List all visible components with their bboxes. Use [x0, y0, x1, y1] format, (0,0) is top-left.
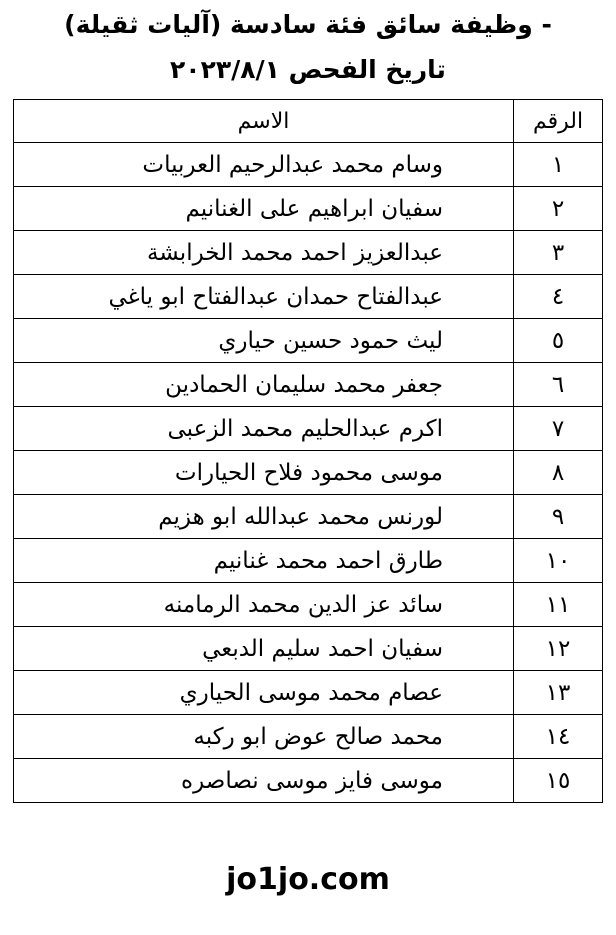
- candidate-name: عبدالعزيز احمد محمد الخرابشة: [14, 231, 514, 275]
- table-row: [14, 143, 603, 187]
- candidate-name: وسام محمد عبدالرحيم العربيات: [14, 143, 514, 187]
- table-row: [14, 187, 603, 231]
- row-number: ٢: [514, 187, 603, 231]
- table-row: [14, 627, 603, 671]
- row-number: ٩: [514, 495, 603, 539]
- row-number: ٦: [514, 363, 603, 407]
- candidate-name: سائد عز الدين محمد الرمامنه: [14, 583, 514, 627]
- candidate-name: موسى محمود فلاح الحيارات: [14, 451, 514, 495]
- exam-date: تاريخ الفحص ٢٠٢٣/٨/١: [170, 55, 446, 84]
- candidate-name: محمد صالح عوض ابو ركبه: [14, 715, 514, 759]
- row-number: ١٠: [514, 539, 603, 583]
- candidate-name: عبدالفتاح حمدان عبدالفتاح ابو ياغي: [14, 275, 514, 319]
- site-watermark: jo1jo.com: [226, 862, 390, 897]
- table-row: [14, 363, 603, 407]
- column-header-number: الرقم: [514, 100, 603, 143]
- table-row: [14, 495, 603, 539]
- table-row: [14, 539, 603, 583]
- table-row: [14, 407, 603, 451]
- candidates-table: [13, 99, 603, 803]
- candidate-name: جعفر محمد سليمان الحمادين: [14, 363, 514, 407]
- candidate-name: موسى فايز موسى نصاصره: [14, 759, 514, 803]
- row-number: ٧: [514, 407, 603, 451]
- candidate-name: ليث حمود حسين حياري: [14, 319, 514, 363]
- candidate-name: سفيان ابراهيم على الغنانيم: [14, 187, 514, 231]
- candidate-name: اكرم عبدالحليم محمد الزعبى: [14, 407, 514, 451]
- table-row: [14, 671, 603, 715]
- row-number: ٨: [514, 451, 603, 495]
- row-number: ١١: [514, 583, 603, 627]
- row-number: ١٣: [514, 671, 603, 715]
- row-number: ٣: [514, 231, 603, 275]
- candidate-name: عصام محمد موسى الحياري: [14, 671, 514, 715]
- table-row: [14, 319, 603, 363]
- table-header-row: [14, 100, 603, 143]
- candidate-name: طارق احمد محمد غنانيم: [14, 539, 514, 583]
- row-number: ١٢: [514, 627, 603, 671]
- row-number: ٤: [514, 275, 603, 319]
- table-row: [14, 275, 603, 319]
- page-title: - وظيفة سائق فئة سادسة (آليات ثقيلة): [64, 10, 552, 39]
- table-row: [14, 451, 603, 495]
- candidate-name: سفيان احمد سليم الدبعي: [14, 627, 514, 671]
- table-body: [14, 143, 603, 803]
- candidate-name: لورنس محمد عبدالله ابو هزيم: [14, 495, 514, 539]
- table-row: [14, 583, 603, 627]
- row-number: ١٤: [514, 715, 603, 759]
- row-number: ١٥: [514, 759, 603, 803]
- row-number: ٥: [514, 319, 603, 363]
- table-row: [14, 715, 603, 759]
- table-row: [14, 231, 603, 275]
- column-header-name: الاسم: [14, 100, 514, 143]
- row-number: ١: [514, 143, 603, 187]
- table-row: [14, 759, 603, 803]
